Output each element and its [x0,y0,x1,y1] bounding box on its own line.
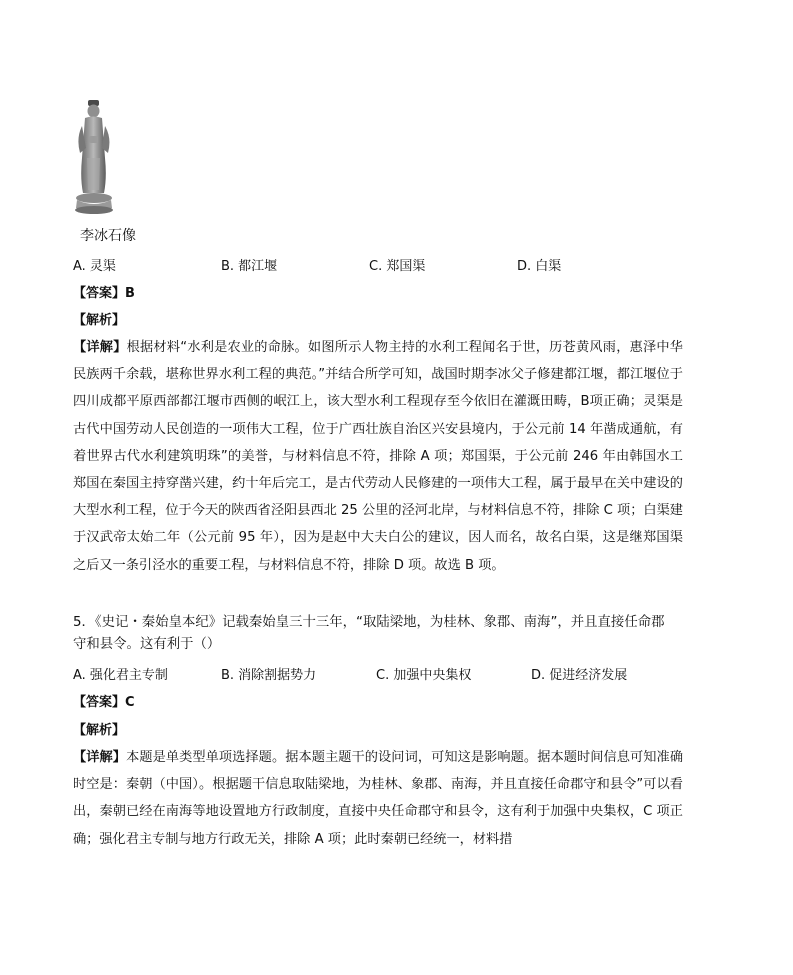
li-bing-statue-image [72,98,116,216]
q4-option-a: A. 灵渠 [73,259,116,274]
q5-answer-value: C [125,695,135,710]
q4-answer-label: 【答案】 [73,286,126,301]
q5-detail [73,744,683,853]
q5-option-c: C. 加强中央集权 [376,668,472,683]
q4-option-c: C. 郑国渠 [369,259,426,274]
q5-answer-label: 【答案】 [73,695,126,710]
q4-answer [73,285,135,303]
q4-detail [73,334,683,579]
q4-detail-text: 根据材料“水利是农业的命脉。如图所示人物主持的水利工程闻名于世，历苍黄风雨，惠泽中华民族两千余载，堪称世界水利工程的典范。”并结合所学可知，战国时期李冰父子修建都江堰，都江堰位于四川成都平原西部都江堰市西侧的岷江上，该大型水利工程现存至今依旧在灌溉田畴，B项正确；灵渠是古代中国劳动人民创造的一项伟大工程，位于广西壮族自治区兴安县境内，于公元前 14 年凿成通航，有着世界古代水利建筑明珠”的美誉，与材料信息不符，排除 A 项；郑国渠，于公元前 246 年由韩国水工郑国在秦国主持穿凿兴建，约十年后完工，是古代劳动人民修建的一项伟大工程，属于最早在关中建设的大型水利工程，位于今天的陕西省泾阳县西北 25 公里的泾河北岸，与材料信息不符，排除 C 项；白渠建于汉武帝太始二年（公元前 95 年），因为是赵中大夫白公的建议，因人而名，故名白渠，这是继郑国渠之后又一条引泾水的重要工程，与材料信息不符，排除 D 项。故选 B 项。 [73,340,683,573]
q5-answer [73,694,135,712]
figure-caption: 李冰石像 [80,228,136,244]
q5-analysis-label: 【解析】 [73,723,126,738]
q5-detail-text: 本题是单类型单项选择题。据本题主题干的设问词，可知这是影响题。据本题时间信息可知准确时空是：秦朝（中国）。根据题干信息取陆梁地，为桂林、象郡、南海，并且直接任命郡守和县令”可以看出，秦朝已经在南海等地设置地方行政制度，直接中央任命郡守和县令，这有利于加强中央集权，C 项正确；强化君主专制与地方行政无关，排除 A 项；此时秦朝已经统一，材料措 [73,750,684,847]
q4-answer-value: B [125,286,135,301]
q5-option-b: B. 消除割据势力 [221,668,317,683]
q5-stem [73,612,673,656]
q5-detail-label: 【详解】 [73,750,127,765]
q5-option-a: A. 强化君主专制 [73,668,168,683]
q5-stem-text: 《史记・秦始皇本纪》记载秦始皇三十三年，“取陆梁地，为桂林、象郡、南海”，并且直接任命郡守和县令。这有利于（） [73,615,665,652]
q4-analysis-label: 【解析】 [73,313,126,328]
q4-option-d: D. 白渠 [517,259,562,274]
q5-option-d: D. 促进经济发展 [531,668,628,683]
q4-option-b: B. 都江堰 [221,259,278,274]
q5-number: 5． [73,615,95,630]
q4-detail-label: 【详解】 [73,340,127,355]
